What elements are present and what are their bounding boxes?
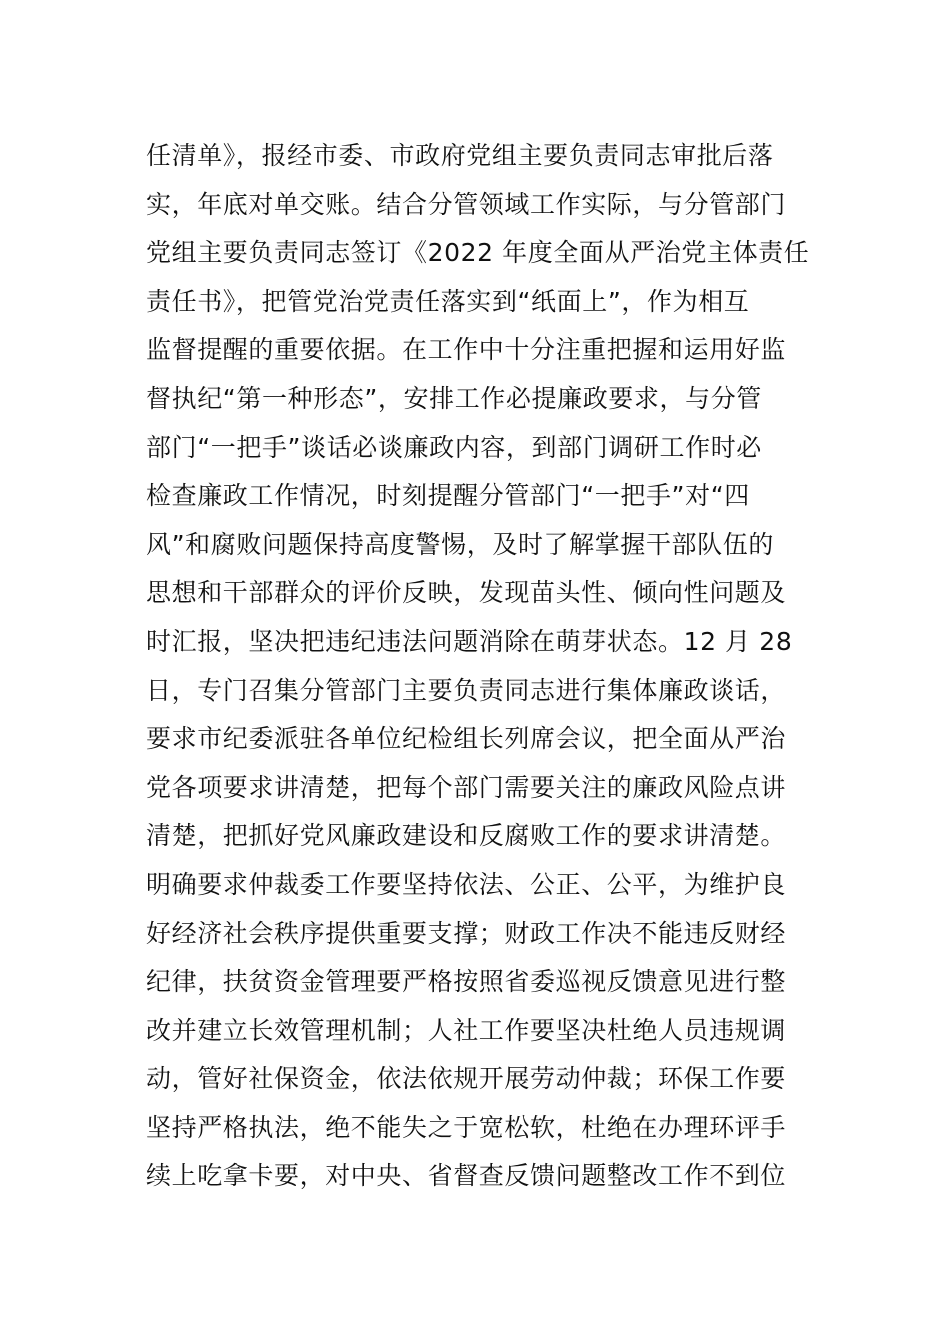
- text-line: 纪律，扶贫资金管理要严格按照省委巡视反馈意见进行整: [146, 967, 787, 997]
- text-line: 实，年底对单交账。结合分管领域工作实际，与分管部门: [146, 189, 787, 219]
- text-line: 检查廉政工作情况，时刻提醒分管部门“一把手”对“四: [146, 481, 750, 511]
- text-line: 风”和腐败问题保持高度警惕，及时了解掌握干部队伍的: [146, 529, 774, 559]
- text-line: 党各项要求讲清楚，把每个部门需要关注的廉政风险点讲: [146, 772, 787, 802]
- text-line: 要求市纪委派驻各单位纪检组长列席会议，把全面从严治: [146, 724, 787, 754]
- text-line: 日，专门召集分管部门主要负责同志进行集体廉政谈话，: [146, 675, 787, 705]
- text-line: 改并建立长效管理机制；人社工作要坚决杜绝人员违规调: [146, 1015, 787, 1045]
- text-line: 部门“一把手”谈话必谈廉政内容，到部门调研工作时必: [146, 432, 762, 462]
- text-line: 责任书》，把管党治党责任落实到“纸面上”，作为相互: [146, 286, 750, 316]
- text-line: 监督提醒的重要依据。在工作中十分注重把握和运用好监: [146, 335, 787, 365]
- text-line: 任清单》，报经市委、市政府党组主要负责同志审批后落: [146, 141, 774, 170]
- text-line: 明确要求仲裁委工作要坚持依法、公正、公平，为维护良: [146, 869, 787, 899]
- text-line: 督执纪“第一种形态”，安排工作必提廉政要求，与分管: [146, 383, 762, 413]
- text-line: 好经济社会秩序提供重要支撑；财政工作决不能违反财经: [146, 918, 787, 948]
- text-line: 清楚，把抓好党风廉政建设和反腐败工作的要求讲清楚。: [146, 821, 787, 851]
- text-line: 续上吃拿卡要，对中央、省督查反馈问题整改工作不到位: [146, 1161, 787, 1191]
- text-line: 思想和干部群众的评价反映，发现苗头性、倾向性问题及: [146, 578, 787, 608]
- text-line: 动，管好社保资金，依法依规开展劳动仲裁；环保工作要: [146, 1064, 787, 1094]
- text-line: 时汇报，坚决把违纪违法问题消除在萌芽状态。12 月 28: [146, 626, 793, 656]
- text-line: 党组主要负责同志签订《2022 年度全面从严治党主体责任: [146, 238, 810, 268]
- body-paragraph: [146, 132, 816, 1201]
- text-line: 坚持严格执法，绝不能失之于宽松软，杜绝在办理环评手: [146, 1112, 787, 1142]
